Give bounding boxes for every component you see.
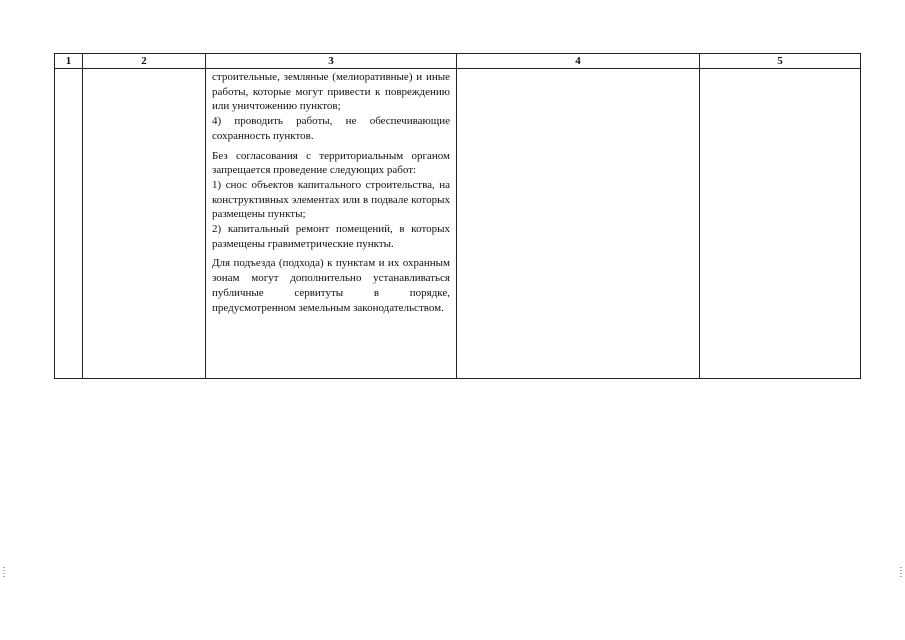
text-line: Для подъезда (подхода) к пунктам и их охранным зонам могут дополнительно устанавливаться публичные сервитуты в порядке, предусмотренном земельным законодательством. — [212, 257, 450, 314]
header-col-2: 2 — [83, 54, 206, 69]
header-col-4: 4 — [457, 54, 700, 69]
cell-col-2 — [83, 69, 206, 379]
text-line: строительные, земляные (мелиоративные) и иные работы, которые могут привести к повреждению или уничтожению пунктов; — [212, 71, 450, 113]
scan-artifact-right — [900, 566, 902, 578]
header-col-5: 5 — [700, 54, 861, 69]
text-line: 1) снос объектов капитального строительства, на конструктивных элементах или в подвале которых размещены пункты; — [212, 178, 450, 221]
cell-col-4 — [457, 69, 700, 379]
scan-artifact-left — [3, 566, 5, 578]
header-col-1: 1 — [55, 54, 83, 69]
text-line: 4) проводить работы, не обеспечивающие сохранность пунктов. — [212, 115, 450, 142]
cell-col-1 — [55, 69, 83, 379]
text-line: Без согласования с территориальным органом запрещается проведение следующих работ: — [212, 149, 450, 177]
cell-col-5 — [700, 69, 861, 379]
header-row — [55, 54, 861, 69]
text-line: 2) капитальный ремонт помещений, в которых размещены гравиметрические пункты. — [212, 223, 450, 250]
document-table — [54, 53, 861, 379]
header-col-3: 3 — [206, 54, 457, 69]
cell-col-3 — [206, 69, 457, 379]
table-row — [55, 69, 861, 379]
